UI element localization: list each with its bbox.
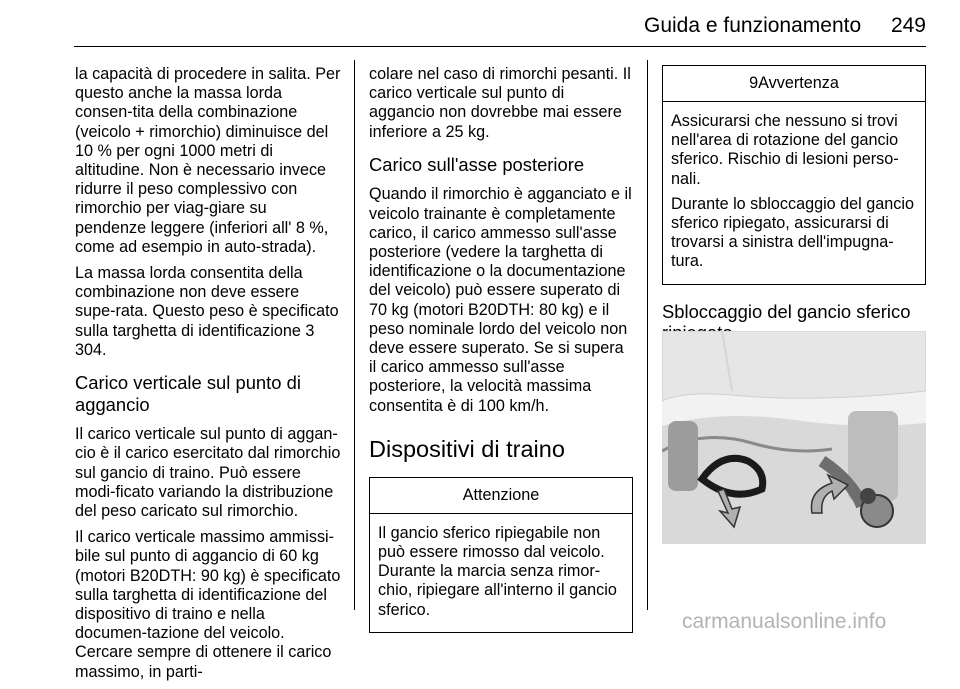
paragraph: la capacità di procedere in salita. Per questo anche la massa lorda consen-tita della combinazione (veicolo + rimorchio) diminuisce del 10 % per ogni 1000 metri di altitudine. Non è necessario invece ridurre il peso complessivo con rimorchio per viag-giare su pendenze leggere (inferiori all' 8 %, come ad esempio in auto-strada). [75, 65, 341, 256]
warning-box-text: Durante lo sbloccaggio del gancio sferico ripiegato, assicurarsi di trovarsi a sinistra dell'impugna-tura. [671, 194, 914, 271]
warning-box [662, 65, 926, 285]
chapter-heading: Dispositivi di traino [369, 435, 565, 462]
caution-box-text: Il gancio sferico ripiegabile non può essere rimosso dal veicolo. Durante la marcia senza rimor-chio, ripiegare all'interno il gancio sferico. [378, 523, 617, 619]
paragraph: Il carico verticale sul punto di aggan-cio è il carico esercitato dal rimorchio sul gancio di traino. Può essere modi-ficato variando la distribuzione del peso caricato sul rimorchio. [75, 425, 341, 521]
paragraph: colare nel caso di rimorchi pesanti. Il carico verticale sul punto di aggancio non dovrebbe mai essere inferiore a 25 kg. [369, 65, 631, 141]
page-number: 249 [890, 14, 926, 37]
paragraph: Il carico verticale massimo ammissi-bile sul punto di aggancio di 60 kg (motori B20DTH: 90 kg) è specificato sulla targhetta di identificazione del dispositivo di traino e nella documen-tazione del veicolo. Cercare sempre di ottenere il carico massimo, in parti- [75, 528, 341, 681]
warning-box-text: Assicurarsi che nessuno si trovi nell'area di rotazione del gancio sferico. Rischio di lesioni perso-nali. [671, 112, 899, 188]
tow-hitch-illustration [662, 331, 926, 544]
warning-box-title: 9Avvertenza [663, 66, 925, 102]
section-heading: Carico verticale sul punto di aggancio [75, 372, 301, 415]
caution-box [369, 477, 633, 633]
column-2 [369, 65, 633, 633]
section-heading: Carico sull'asse posteriore [369, 153, 585, 175]
watermark: carmanualsonline.info [682, 610, 887, 633]
paragraph: Quando il rimorchio è agganciato e il veicolo trainante è completamente carico, il carico ammesso sull'asse posteriore (vedere la targhetta di identificazione o la documentazione del veicolo) può essere superato di 70 kg (motori B20DTH: 80 kg) e il peso nominale lordo del veicolo non deve essere superato. Se si supera il carico ammesso sull'asse posteriore, la velocità massima consentita è di 100 km/h. [369, 185, 632, 415]
page-reference: 3 304. [75, 321, 315, 359]
column-divider-1 [354, 60, 355, 610]
paragraph: La massa lorda consentita della combinazione non deve essere supe-rata. Questo peso è specificato sulla targhetta di identificazione 3 304. [75, 264, 339, 359]
header-title: Guida e funzionamento [644, 14, 862, 37]
section-heading: Sbloccaggio del gancio sferico [662, 300, 911, 322]
header-rule [74, 46, 926, 47]
caution-box-title: Attenzione [370, 478, 632, 514]
column-divider-2 [647, 60, 648, 610]
column-1 [75, 65, 341, 689]
column-3 [662, 65, 926, 354]
